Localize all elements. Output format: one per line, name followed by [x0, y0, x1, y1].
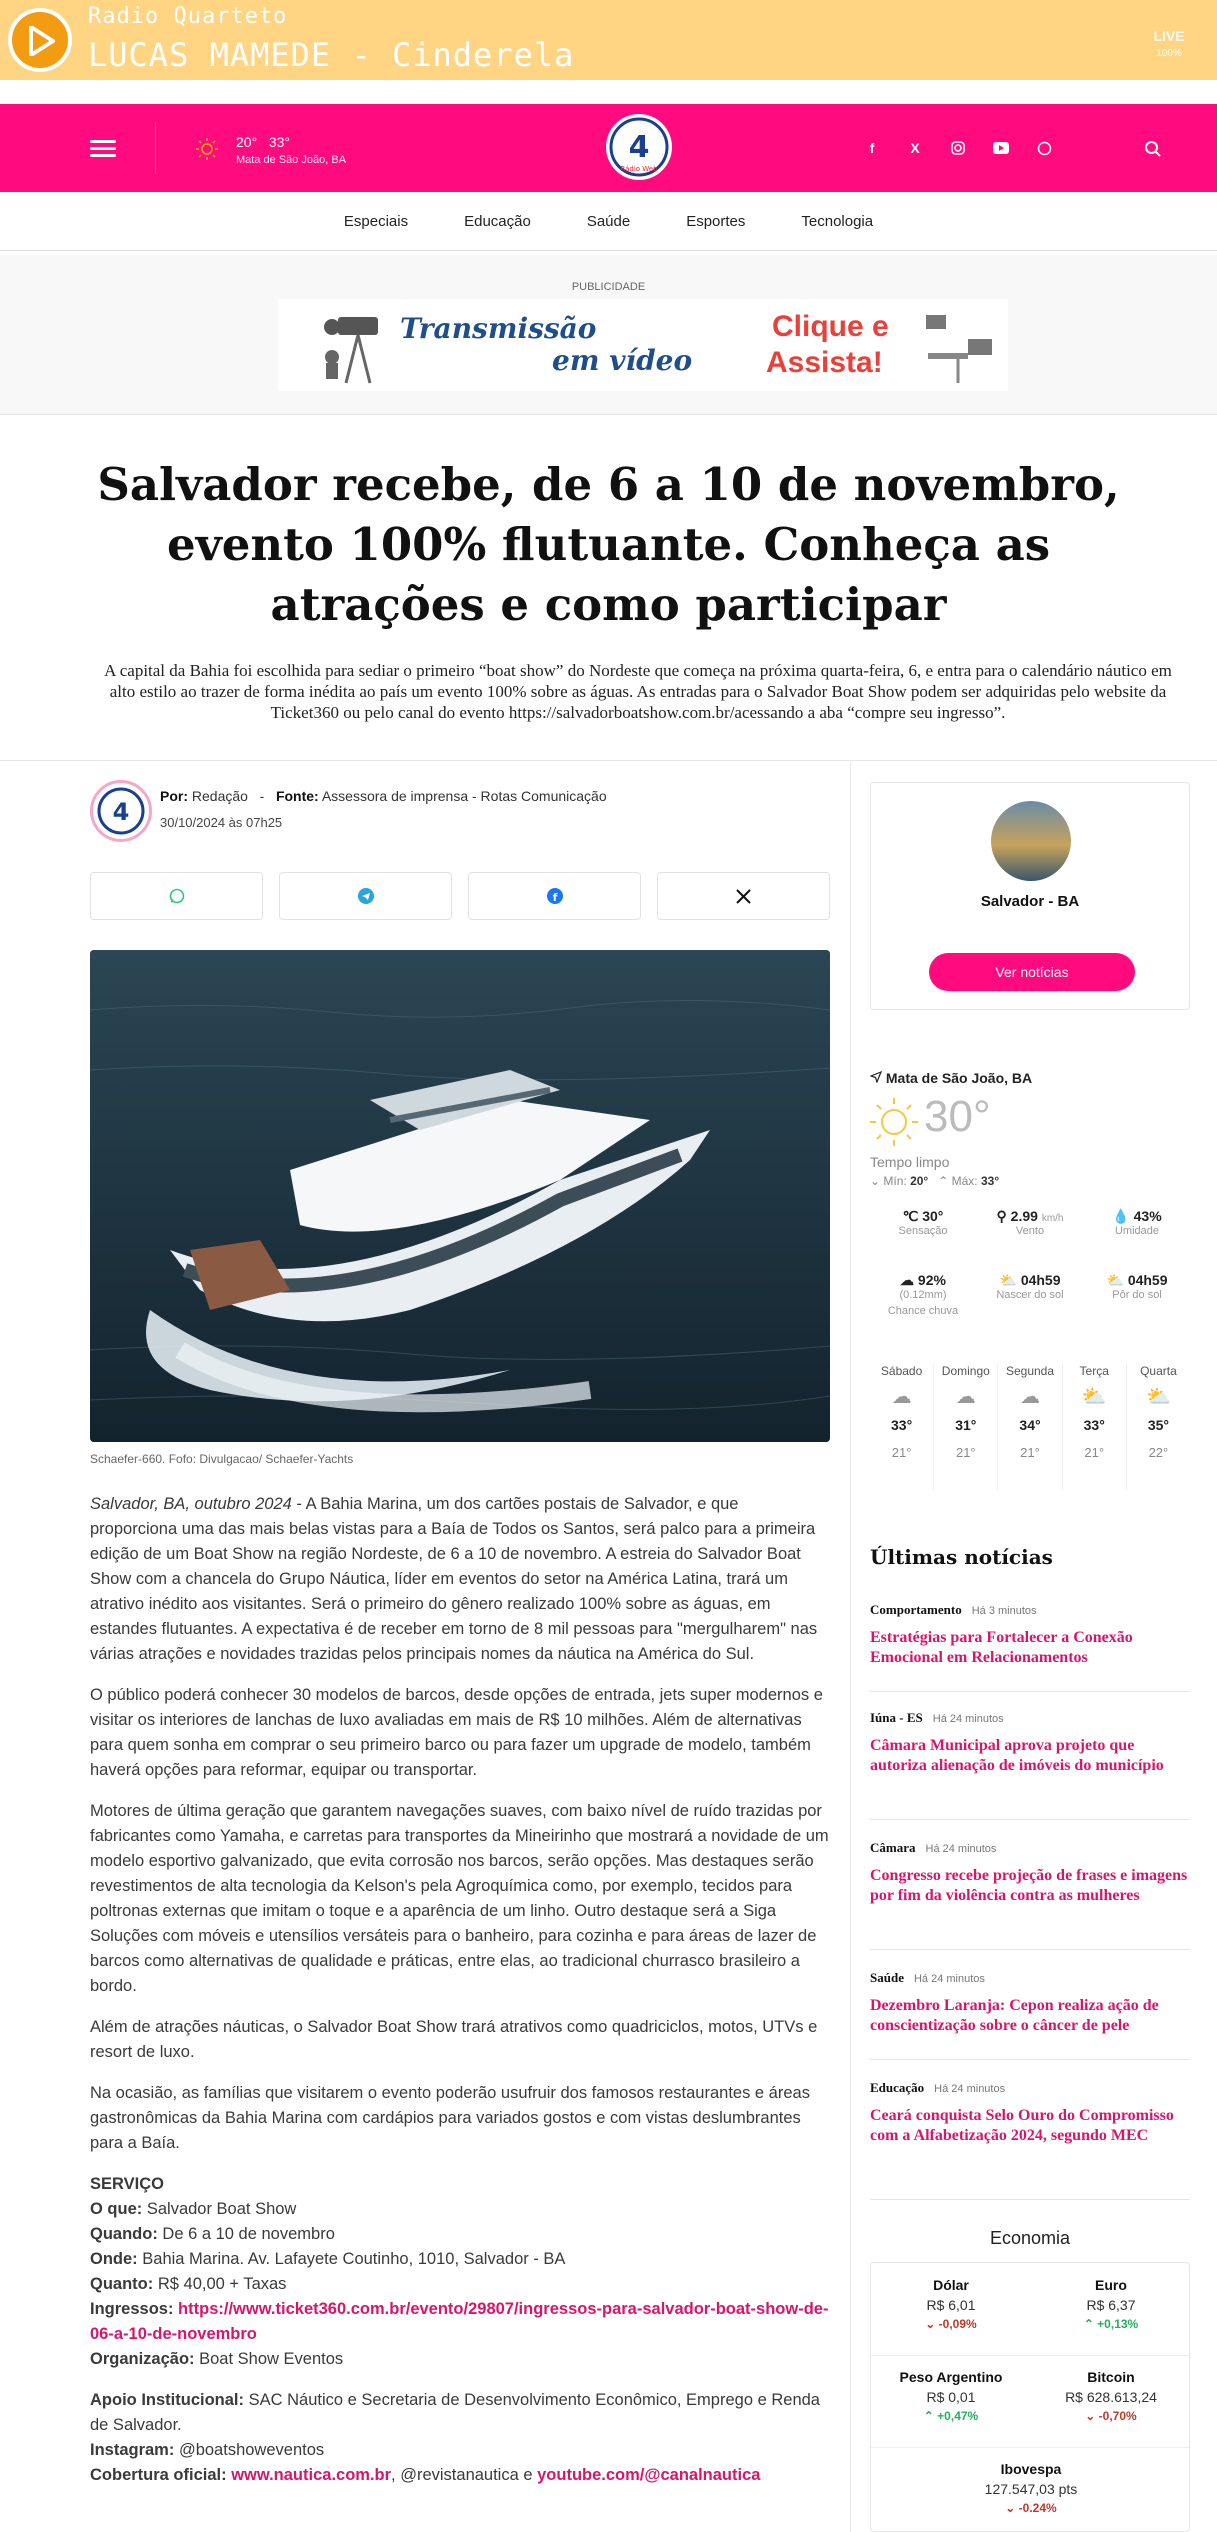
telegram-icon	[358, 888, 374, 904]
radio-label: Radio Quarteto	[88, 4, 288, 29]
news-category[interactable]: Saúde	[870, 1970, 904, 1985]
streaming-illustration-icon	[918, 309, 998, 385]
ad-area	[0, 255, 1217, 415]
forecast-max: 33°	[891, 1417, 913, 1433]
volume-level[interactable]: 100%	[1156, 48, 1182, 59]
quote-change: ⌄ -0,09%	[925, 2317, 977, 2331]
photo-caption: Schaefer-660. Fofo: Divulgacao/ Schaefer-Yachts	[90, 1452, 354, 1466]
sun-icon	[196, 138, 218, 160]
forecast-min: 21°	[955, 1445, 976, 1460]
sunset-icon: ⛅	[1106, 1272, 1124, 1288]
forecast-max: 33°	[1083, 1417, 1105, 1433]
service-key: Quanto:	[90, 2275, 154, 2293]
forecast-day-name: Terça	[1079, 1364, 1109, 1378]
service-row	[90, 2222, 830, 2247]
service-value: Salvador Boat Show	[146, 2200, 297, 2218]
divider	[155, 122, 156, 174]
quote-change-value: -0.24%	[1018, 2501, 1057, 2515]
ad-banner[interactable]	[278, 299, 1008, 391]
forecast-day-name: Sábado	[880, 1364, 923, 1378]
nautica-link[interactable]: www.nautica.com.br	[231, 2466, 392, 2484]
news-headline-link[interactable]: Estratégias para Fortalecer a Conexão Emocional em Relacionamentos	[870, 1629, 1133, 1666]
share-x-button[interactable]	[657, 872, 830, 920]
city-name: Salvador - BA	[980, 893, 1080, 910]
quote-ibovespa	[951, 2461, 1111, 2515]
min-label: Mín:	[883, 1174, 907, 1188]
service-value: R$ 40,00 + Taxas	[157, 2275, 287, 2293]
news-headline-link[interactable]: Congresso recebe projeção de frases e imagens por fim da violência contra as mulheres	[870, 1867, 1188, 1904]
forecast-min: 21°	[1084, 1445, 1105, 1460]
stat-label: Chance chuva	[887, 1305, 959, 1317]
service-key: Cobertura oficial:	[90, 2466, 227, 2484]
stat-value: 92%	[917, 1272, 946, 1288]
quote-change: ⌃ +0,47%	[923, 2409, 979, 2423]
forecast	[870, 1364, 1190, 1490]
service-heading: SERVIÇO	[90, 2175, 164, 2193]
quote-price: R$ 6,01	[926, 2297, 976, 2313]
quote-change-value: +0,13%	[1097, 2317, 1139, 2331]
stat-unit: km/h	[1041, 1213, 1064, 1224]
quote-peso	[871, 2369, 1031, 2423]
stat-label: Nascer do sol	[996, 1289, 1064, 1301]
paragraph: Motores de última geração que garantem navegações suaves, com baixo nível de ruído trazidas por fabricantes como Yamaha, e carretas para transportes da Mineirinho que mostrará a novidade de um modelo esportivo galvanizado, que evita corrosão nos barcos, serão opções. Mas destaques serão revestimentos de alta tecnologia da Kelson's pela Agroquímica como, por exemplo, tecidos para poltronas externas que imitam o toque e a aparência de um linho. Outro destaque será a Siga Soluções com móveis e utensílios versáteis para o banheiro, para cozinha e para áreas de lazer de barcos como alternativas de qualidade e práticas, entre elas, ao tradicional churrasco brasileiro a bordo.	[90, 1802, 829, 1995]
dateline: Salvador, BA, outubro 2024	[90, 1495, 292, 1513]
forecast-day-name: Domingo	[941, 1364, 990, 1378]
weather-location	[870, 1070, 1032, 1086]
news-item	[870, 1840, 1190, 1950]
play-icon	[29, 26, 55, 56]
service-row	[90, 2438, 830, 2463]
service-key: O que:	[90, 2200, 143, 2218]
hamburger-menu-icon[interactable]	[90, 140, 116, 158]
ad-cta1: Clique e	[772, 310, 889, 343]
min-temp: 20°	[910, 1174, 929, 1188]
quote-name: Bitcoin	[1087, 2369, 1135, 2385]
service-key: Quando:	[90, 2225, 158, 2243]
news-item	[870, 1710, 1190, 1820]
city-card	[870, 782, 1190, 1010]
forecast-day	[1063, 1364, 1127, 1490]
ad-label: PUBLICIDADE	[571, 281, 646, 293]
quote-change-value: -0,70%	[1098, 2409, 1137, 2423]
avatar-logo-icon	[93, 783, 149, 839]
sun-icon	[868, 1096, 920, 1148]
instagram-icon[interactable]	[948, 138, 968, 158]
article-lead: A capital da Bahia foi escolhida para sediar o primeiro “boat show” do Nordeste que começa na próxima quarta-feira, 6, e entra para o calendário náutico em alto estilo ao trazer de forma inédita ao país um evento 100% sobre as águas. As entradas para o Salvador Boat Show podem ser adquiridas pelo website da Ticket360 ou pelo canal do evento https://salvadorboatshow.com.br/acessando a aba “compre seu ingresso”.	[104, 661, 1172, 722]
by-label: Por:	[160, 788, 188, 804]
quote-euro	[1031, 2277, 1191, 2331]
quote-name: Ibovespa	[1000, 2461, 1062, 2477]
x-icon	[736, 889, 751, 904]
news-category[interactable]: Iúna - ES	[870, 1710, 923, 1725]
quote-price: 127.547,03 pts	[984, 2481, 1078, 2497]
quote-change: ⌄ -0.24%	[1005, 2501, 1057, 2515]
forecast-day-name: Segunda	[1005, 1364, 1055, 1378]
service-row	[90, 2388, 830, 2438]
weather-location-text: Mata de São João, BA	[885, 1070, 1033, 1086]
x-icon[interactable]: X	[910, 140, 920, 156]
economy-title: Economia	[989, 2228, 1071, 2248]
paragraph-text: - A Bahia Marina, um dos cartões postais de Salvador, e que proporciona uma das mais belas vistas para a Baía de Todos os Santos, será palco para a primeira edição de um Boat Show na região Nordeste, de 6 a 10 de novembro. A estreia do Salvador Boat Show com a chancela do Grupo Náutica, líder em eventos do setor na América Latina, trará um atrativo inédito aos visitantes. Será o primeiro do gênero realizado 100% sobre as águas, em estandes flutuantes. A expectativa é de receber em torno de 8 mil pessoas para "mergulharem" nas várias atrações e novidades trazidas pelos principais nomes da náutica na América do Sul.	[90, 1495, 818, 1663]
drop-icon: 💧	[1112, 1208, 1130, 1224]
news-time: Há 24 minutos	[932, 1713, 1004, 1725]
news-headline-link[interactable]: Dezembro Laranja: Cepon realiza ação de conscientização sobre o câncer de pele	[870, 1997, 1159, 2034]
service-row	[90, 2247, 830, 2272]
ad-cta	[766, 309, 889, 381]
forecast-min: 22°	[1148, 1445, 1169, 1460]
forecast-day-name: Quarta	[1140, 1364, 1177, 1378]
news-time: Há 24 minutos	[934, 2083, 1006, 2095]
author-avatar	[90, 780, 152, 842]
quote-bitcoin	[1031, 2369, 1191, 2423]
rain-cloud-icon: ☁	[1020, 1386, 1040, 1408]
forecast-day	[934, 1364, 998, 1490]
forecast-day	[1127, 1364, 1190, 1490]
share-whatsapp-button[interactable]	[90, 872, 263, 920]
location-arrow-icon	[870, 1071, 882, 1083]
latest-news-title: Últimas notícias	[870, 1545, 1053, 1569]
forecast-day	[998, 1364, 1062, 1490]
service-value: Bahia Marina. Av. Lafayete Coutinho, 1010, Salvador - BA	[142, 2250, 566, 2268]
stat-label: Pôr do sol	[1112, 1289, 1162, 1301]
article-photo	[90, 950, 830, 1442]
service-value: @boatshoweventos	[178, 2441, 325, 2459]
logo-icon	[606, 114, 672, 180]
svg-text:Rádio Web: Rádio Web	[620, 165, 658, 173]
quote-change-value: -0,09%	[938, 2317, 977, 2331]
quote-price: R$ 0,01	[926, 2389, 976, 2405]
quote-price: R$ 6,37	[1086, 2297, 1136, 2313]
live-badge: LIVE	[1153, 28, 1185, 44]
stat-sunset	[1084, 1272, 1190, 1301]
news-headline-link[interactable]: Câmara Municipal aprova projeto que autoriza alienação de imóveis do município	[870, 1737, 1164, 1774]
service-row	[90, 2463, 830, 2488]
service-value: Boat Show Eventos	[199, 2350, 344, 2368]
social-links	[862, 138, 1054, 158]
stat-label: Sensação	[898, 1225, 948, 1237]
paragraph	[90, 1492, 830, 1667]
column-divider	[850, 762, 851, 2532]
quote-price: R$ 628.613,24	[1065, 2389, 1157, 2405]
quote-change: ⌄ -0,70%	[1085, 2409, 1137, 2423]
share-bar	[90, 872, 830, 920]
news-item	[870, 1970, 1190, 2060]
share-facebook-button[interactable]	[468, 872, 641, 920]
nav-item-saude[interactable]: Saúde	[586, 213, 631, 230]
stat-label: Umidade	[1114, 1225, 1160, 1237]
min-max: ⌄ Mín: 20° ⌃ Máx: 33°	[870, 1174, 1000, 1188]
nav-item-esportes[interactable]: Esportes	[686, 213, 746, 230]
max-label: Máx:	[951, 1174, 978, 1188]
partly-cloudy-icon: ⛅	[1145, 1386, 1171, 1408]
nav-item-educacao[interactable]: Educação	[464, 213, 531, 230]
search-icon[interactable]	[1144, 140, 1162, 158]
svg-text:4: 4	[628, 130, 650, 165]
stat-value: 04h59	[1127, 1272, 1168, 1288]
camera-operator-icon	[318, 307, 388, 385]
whatsapp-icon	[169, 888, 185, 904]
article-body	[90, 1492, 830, 2488]
divider	[0, 760, 1217, 761]
divider	[871, 2355, 1189, 2356]
paragraph: O público poderá conhecer 30 modelos de barcos, desde opções de entrada, jets super modernos e visitar os interiores de lanchas de luxo avaliadas em mais de R$ 10 milhões. Além de alternativas para quem sonha em comprar o seu primeiro barco ou para fazer um upgrade de modelo, também haverá opções para reformar, equipar ou transportar.	[90, 1686, 823, 1779]
news-headline-link[interactable]: Ceará conquista Selo Ouro do Compromisso com a Alfabetização 2024, segundo MEC	[870, 2107, 1174, 2144]
service-key: Apoio Institucional:	[90, 2391, 244, 2409]
site-header	[0, 104, 1217, 192]
article-title: Salvador recebe, de 6 a 10 de novembro, evento 100% flutuante. Conheça as atrações e como participar	[97, 458, 1120, 631]
whatsapp-icon[interactable]	[1034, 138, 1054, 158]
header-temp-min: 20°	[236, 134, 258, 150]
nav-item-tecnologia[interactable]: Tecnologia	[801, 213, 874, 230]
radio-controls	[1149, 6, 1189, 74]
quote-name: Euro	[1095, 2277, 1127, 2293]
stat-sunrise	[977, 1272, 1083, 1301]
divider	[871, 2447, 1189, 2448]
service-title	[90, 2172, 830, 2197]
stat-unit: (0.12mm)	[899, 1289, 947, 1301]
stat-wind	[977, 1208, 1083, 1237]
stat-value: 43%	[1133, 1208, 1162, 1224]
sunrise-icon: ⛅	[999, 1272, 1017, 1288]
news-category[interactable]: Comportamento	[870, 1602, 962, 1617]
author-name: Redação	[191, 788, 248, 804]
facebook-icon	[547, 888, 563, 904]
service-key: Organização:	[90, 2350, 195, 2368]
ad-cta2: Assista!	[766, 346, 883, 379]
partly-cloudy-icon: ⛅	[1081, 1386, 1107, 1408]
service-value: De 6 a 10 de novembro	[162, 2225, 335, 2243]
nav-item-especiais[interactable]: Especiais	[343, 213, 409, 230]
news-item	[870, 1602, 1190, 1692]
stat-humidity	[1084, 1208, 1190, 1237]
source-label: Fonte:	[275, 788, 319, 804]
svg-text:f: f	[552, 891, 557, 904]
wind-icon: ⚲	[996, 1208, 1007, 1224]
rain-cloud-icon: ☁	[891, 1386, 912, 1408]
news-time: Há 3 minutos	[971, 1605, 1037, 1617]
facebook-icon[interactable]: f	[869, 140, 875, 156]
forecast-min: 21°	[1020, 1445, 1040, 1460]
stat-value: 04h59	[1020, 1272, 1061, 1288]
service-row	[90, 2197, 830, 2222]
max-temp: 33°	[980, 1174, 1000, 1188]
rain-cloud-icon: ☁	[900, 1272, 915, 1288]
category-nav	[0, 195, 1217, 251]
city-image	[991, 801, 1071, 881]
service-key: Onde:	[90, 2250, 138, 2268]
ad-line2: em vídeo	[552, 344, 693, 377]
forecast-max: 35°	[1147, 1417, 1169, 1433]
service-row	[90, 2272, 830, 2297]
quote-name: Dólar	[933, 2277, 969, 2293]
news-time: Há 24 minutos	[913, 1973, 985, 1985]
news-time: Há 24 minutos	[925, 1843, 997, 1855]
stat-rain-chance	[870, 1272, 976, 1317]
quote-change: ⌃ +0,13%	[1083, 2317, 1139, 2331]
thermometer-icon: ℃	[902, 1208, 919, 1224]
ad-line1: Transmissão	[400, 312, 597, 345]
service-key: Instagram:	[90, 2441, 175, 2459]
play-button[interactable]	[8, 8, 72, 72]
service-key: Ingressos:	[90, 2300, 174, 2318]
service-value: SAC Náutico e Secretaria de Desenvolvimento Econômico, Emprego e Renda de Salvador.	[90, 2391, 820, 2434]
paragraph: Na ocasião, as famílias que visitarem o evento poderão usufruir dos famosos restaurantes e áreas gastronômicas da Bahia Marina com cardápios para variados gostos e com vistas deslumbrantes para a Baía.	[90, 2084, 810, 2152]
current-temperature: 30°	[924, 1092, 991, 1141]
site-logo[interactable]	[606, 114, 672, 180]
news-item	[870, 2080, 1190, 2200]
svg-text:4: 4	[112, 798, 130, 826]
header-weather	[236, 134, 346, 166]
news-category[interactable]: Educação	[870, 2080, 925, 2095]
stat-feels-like	[870, 1208, 976, 1237]
news-category[interactable]: Câmara	[870, 1840, 916, 1855]
forecast-max: 34°	[1019, 1417, 1041, 1433]
rain-cloud-icon: ☁	[955, 1386, 976, 1408]
forecast-day	[870, 1364, 934, 1490]
economy-widget	[870, 2262, 1190, 2532]
byline: Por: Redação - Fonte: Assessora de imprensa - Rotas Comunicação	[160, 788, 607, 804]
share-telegram-button[interactable]	[279, 872, 452, 920]
youtube-icon[interactable]	[991, 138, 1011, 158]
forecast-max: 31°	[955, 1417, 977, 1433]
quote-change-value: +0,47%	[937, 2409, 979, 2423]
see-news-button[interactable]: Ver notícias	[929, 953, 1135, 991]
youtube-link[interactable]: youtube.com/@canalnautica	[537, 2466, 761, 2484]
stat-value: 2.99	[1010, 1208, 1038, 1224]
quote-dolar	[871, 2277, 1031, 2331]
paragraph: Além de atrações náuticas, o Salvador Boat Show trará atrativos como quadriciclos, motos, UTVs e resort de luxo.	[90, 2018, 818, 2061]
quote-name: Peso Argentino	[899, 2369, 1003, 2385]
radio-player	[0, 0, 1217, 80]
weather-condition: Tempo limpo	[870, 1154, 950, 1170]
yacht-image	[90, 950, 830, 1442]
publish-date: 30/10/2024 às 07h25	[160, 815, 283, 830]
service-value: , @revistanautica e	[391, 2466, 538, 2484]
service-row	[90, 2297, 830, 2347]
header-temp-max: 33°	[268, 134, 291, 150]
stat-value: 30°	[922, 1208, 944, 1224]
header-location: Mata de São João, BA	[236, 154, 347, 166]
source-name: Assessora de imprensa - Rotas Comunicação	[321, 788, 607, 804]
service-row	[90, 2347, 830, 2372]
now-playing: LUCAS MAMEDE - Cinderela	[88, 36, 575, 74]
forecast-min: 21°	[891, 1445, 912, 1460]
stat-label: Vento	[1015, 1225, 1045, 1237]
ad-headline	[400, 313, 692, 377]
tickets-link[interactable]: https://www.ticket360.com.br/evento/29807/ingressos-para-salvador-boat-show-de-06-a-10-de-novembro	[90, 2300, 829, 2343]
